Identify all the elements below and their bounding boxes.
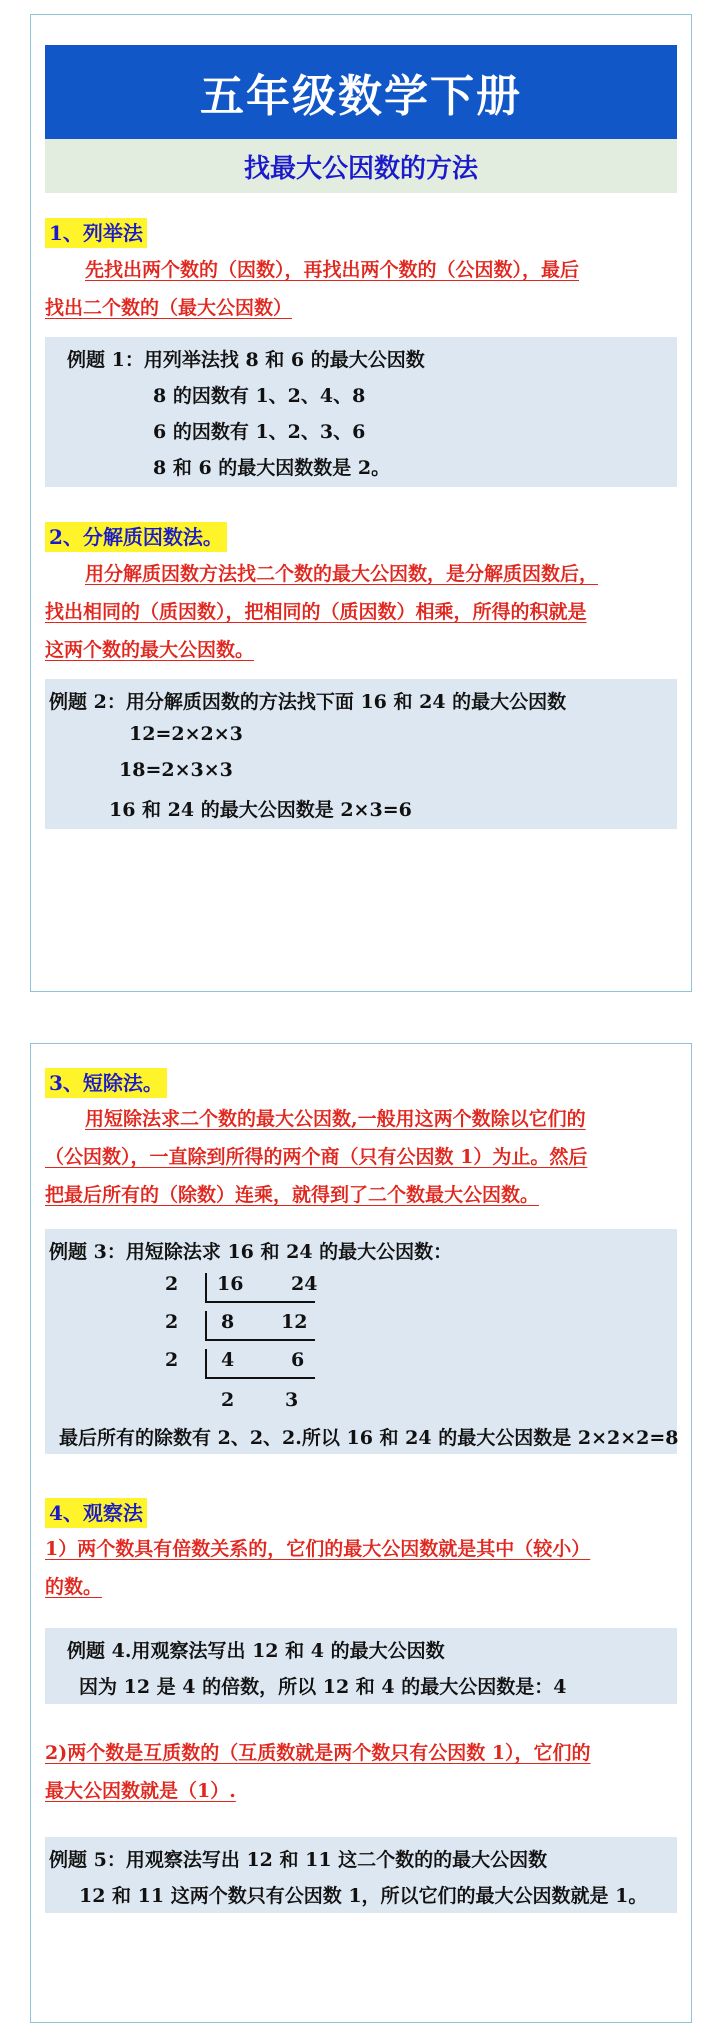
example2-line4: 16 和 24 的最大公因数是 2×3=6 xyxy=(109,799,412,821)
example1-line4: 8 和 6 的最大因数数是 2。 xyxy=(153,457,391,479)
section1-heading: 1、列举法 xyxy=(45,218,147,248)
example3-line1: 例题 3：用短除法求 16 和 24 的最大公因数： xyxy=(49,1241,453,1263)
section4-rule1-line2: 的数。 xyxy=(45,1576,103,1598)
short-division-dividend-b-1: 24 xyxy=(291,1273,318,1295)
document-page-1 xyxy=(30,14,692,992)
short-division-divisor-3: 2 xyxy=(165,1349,179,1371)
section4-rule2 xyxy=(45,1734,683,1810)
example4-line2: 因为 12 是 4 的倍数，所以 12 和 4 的最大公因数是：4 xyxy=(79,1676,567,1698)
short-division-dividend-a-1: 16 xyxy=(217,1273,244,1295)
short-division-dividend-a-2: 8 xyxy=(221,1311,235,1333)
short-division-bracket-vertical-2 xyxy=(205,1311,207,1339)
short-division-bracket-vertical-3 xyxy=(205,1349,207,1377)
section2-text-line3: 这两个数的最大公因数。 xyxy=(45,639,255,661)
section4-rule2-line1: 2)两个数是互质数的（互质数就是两个数只有公因数 1），它们的 xyxy=(45,1742,591,1764)
example1-line3: 6 的因数有 1、2、3、6 xyxy=(153,421,366,443)
section1-text-line2: 找出二个数的（最大公因数） xyxy=(45,297,293,319)
section3-text xyxy=(45,1100,683,1214)
example1-line1: 例题 1：用列举法找 8 和 6 的最大公因数 xyxy=(67,349,425,371)
section1-text-line1: 先找出两个数的（因数），再找出两个数的（公因数），最后 xyxy=(85,259,580,281)
short-division-quotient-a: 2 xyxy=(221,1389,235,1411)
short-division-dividend-b-2: 12 xyxy=(281,1311,308,1333)
short-division-bracket-horizontal-1 xyxy=(205,1301,315,1303)
section3-heading: 3、短除法。 xyxy=(45,1068,167,1098)
example5-line2: 12 和 11 这两个数只有公因数 1，所以它们的最大公因数就是 1。 xyxy=(79,1885,648,1907)
section1-text xyxy=(45,251,683,327)
document-title: 五年级数学下册 xyxy=(45,45,677,139)
example3-conclusion: 最后所有的除数有 2、2、2.所以 16 和 24 的最大公因数是 2×2×2=8 xyxy=(59,1427,679,1449)
example2-line2: 12=2×2×3 xyxy=(129,723,243,745)
section4-rule1-line1: 1）两个数具有倍数关系的，它们的最大公因数就是其中（较小） xyxy=(45,1538,591,1560)
section3-text-line1: 用短除法求二个数的最大公因数,一般用这两个数除以它们的 xyxy=(85,1108,586,1130)
section4-rule2-line2: 最大公因数就是（1）. xyxy=(45,1780,236,1802)
section3-text-line3: 把最后所有的（除数）连乘，就得到了二个数最大公因数。 xyxy=(45,1184,540,1206)
document-page-2 xyxy=(30,1043,692,2023)
section4-rule1 xyxy=(45,1530,683,1606)
section2-heading: 2、分解质因数法。 xyxy=(45,522,227,552)
short-division-dividend-b-3: 6 xyxy=(291,1349,305,1371)
short-division-bracket-horizontal-2 xyxy=(205,1339,315,1341)
short-division-bracket-vertical-1 xyxy=(205,1273,207,1301)
section4-heading: 4、观察法 xyxy=(45,1498,147,1528)
section2-text-line1: 用分解质因数方法找二个数的最大公因数，是分解质因数后， xyxy=(85,563,599,585)
section3-text-line2: （公因数），一直除到所得的两个商（只有公因数 1）为止。然后 xyxy=(45,1146,588,1168)
example5-line1: 例题 5：用观察法写出 12 和 11 这二个数的的最大公因数 xyxy=(49,1849,548,1871)
example2-box xyxy=(45,679,677,829)
short-division-quotient-b: 3 xyxy=(285,1389,299,1411)
section2-text-line2: 找出相同的（质因数），把相同的（质因数）相乘，所得的积就是 xyxy=(45,601,587,623)
example1-line2: 8 的因数有 1、2、4、8 xyxy=(153,385,366,407)
example4-line1: 例题 4.用观察法写出 12 和 4 的最大公因数 xyxy=(67,1640,445,1662)
example1-box xyxy=(45,337,677,487)
example4-box xyxy=(45,1628,677,1704)
example3-box xyxy=(45,1229,677,1454)
example5-box xyxy=(45,1837,677,1913)
short-division-bracket-horizontal-3 xyxy=(205,1377,315,1379)
short-division-dividend-a-3: 4 xyxy=(221,1349,235,1371)
short-division-divisor-2: 2 xyxy=(165,1311,179,1333)
short-division-divisor-1: 2 xyxy=(165,1273,179,1295)
example2-line1: 例题 2：用分解质因数的方法找下面 16 和 24 的最大公因数 xyxy=(49,691,567,713)
section2-text xyxy=(45,555,683,669)
document-subtitle: 找最大公因数的方法 xyxy=(45,139,677,193)
example2-line3: 18=2×3×3 xyxy=(119,759,233,781)
